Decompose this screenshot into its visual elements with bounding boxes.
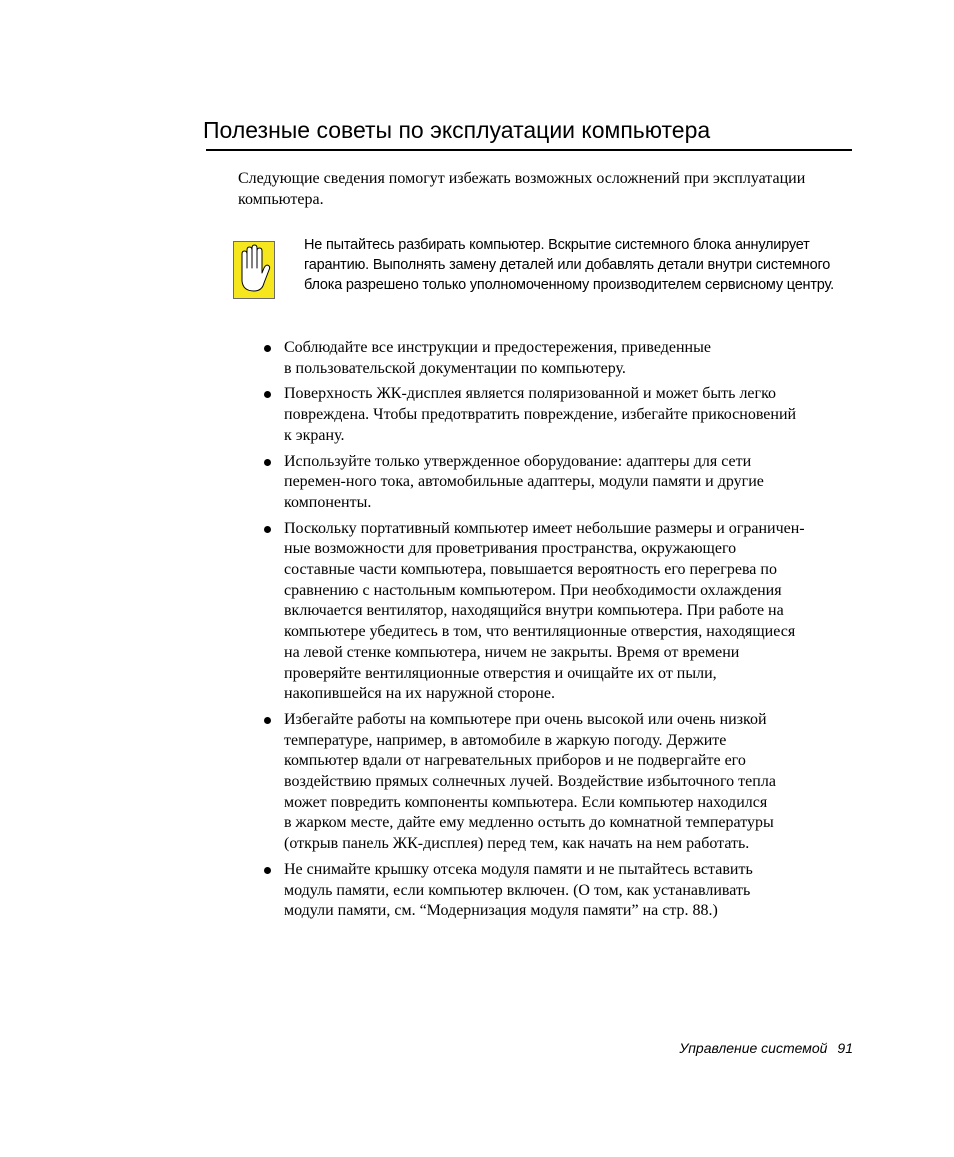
list-item-line: повреждена. Чтобы предотвратить повреждение, избегайте прикосновений [284, 406, 797, 424]
list-item-line: в жарком месте, дайте ему медленно остыть до комнатной температуры [284, 814, 774, 832]
page-title: Полезные советы по эксплуатации компьютера [203, 117, 711, 143]
list-item-line: (открыв панель ЖК-дисплея) перед тем, как начать на нем работать. [284, 835, 750, 853]
warning-text: Не пытайтесь разбирать компьютер. Вскрытие системного блока аннулирует гарантию. Выполнять замену деталей или добавлять детали внутри системного блока разрешено только уполномоченному производителем сервисному центру. [304, 237, 834, 293]
list-item-line: воздействию прямых солнечных лучей. Воздействие избыточного тепла [284, 773, 776, 791]
list-item-line: может повредить компоненты компьютера. Если компьютер находился [284, 793, 768, 811]
bullet-icon [264, 717, 271, 724]
list-item-line: проверяйте вентиляционные отверстия и очищайте их от пыли, [284, 664, 717, 682]
title-rule [206, 149, 852, 151]
bullet-icon [264, 867, 271, 874]
list-item [264, 338, 864, 379]
list-item-line: ные возможности для проветривания пространства, окружающего [284, 540, 737, 558]
bullet-icon [264, 459, 271, 466]
list-item-line: модуль памяти, если компьютер включен. (О том, как устанавливать [284, 881, 751, 899]
list-item-line: Используйте только утвержденное оборудование: адаптеры для сети [284, 452, 752, 470]
list-item [264, 519, 864, 705]
list-item-line: составные части компьютера, повышается вероятность его перегрева по [284, 561, 777, 579]
list-item-line: Избегайте работы на компьютере при очень высокой или очень низкой [284, 710, 767, 728]
list-item-line: к экрану. [284, 426, 345, 444]
list-item-line: Соблюдайте все инструкции и предостережения, приведенные [284, 339, 711, 356]
bullet-icon [264, 345, 271, 352]
list-item-line: накопившейся на их наружной стороне. [284, 685, 555, 703]
intro-paragraph: Следующие сведения помогут избежать возможных осложнений при эксплуатации компьютера. [238, 170, 806, 208]
list-item-line: компьютере убедитесь в том, что вентиляционные отверстия, находящиеся [284, 623, 796, 641]
list-item-line: температуре, например, в автомобиле в жаркую погоду. Держите [284, 731, 727, 749]
list-item-line: сравнению с настольным компьютером. При необходимости охлаждения [284, 581, 782, 599]
list-item-line: модули памяти, см. “Модернизация модуля памяти” на стр. 88.) [284, 902, 718, 920]
bullet-icon [264, 391, 271, 398]
list-item-line: компьютер вдали от нагревательных приборов и не подвергайте его [284, 752, 746, 770]
list-item-line: на левой стенке компьютера, ничем не закрыты. Время от времени [284, 643, 740, 661]
list-item [264, 452, 864, 514]
list-item-line: компоненты. [284, 493, 372, 511]
list-item-line: включается вентилятор, находящийся внутри компьютера. При работе на [284, 602, 784, 620]
footer-section-title: Управление системой [679, 1040, 828, 1056]
list-item [264, 710, 864, 855]
list-item-line: Поскольку портативный компьютер имеет небольшие размеры и ограничен- [284, 519, 805, 537]
list-item-line: перемен-ного тока, автомобильные адаптеры, модули памяти и другие [284, 473, 764, 491]
bullet-icon [264, 526, 271, 533]
list-item [264, 384, 864, 446]
list-item-line: в пользовательской документации по компьютеру. [284, 359, 626, 377]
page-footer [679, 1039, 853, 1057]
list-item [264, 860, 864, 922]
list-item-line: Поверхность ЖК-дисплея является поляризованной и может быть легко [284, 385, 777, 403]
tips-list [264, 338, 864, 927]
stop-hand-icon [233, 241, 275, 299]
page-number: 91 [837, 1040, 853, 1056]
list-item-line: Не снимайте крышку отсека модуля памяти и не пытайтесь вставить [284, 860, 753, 878]
